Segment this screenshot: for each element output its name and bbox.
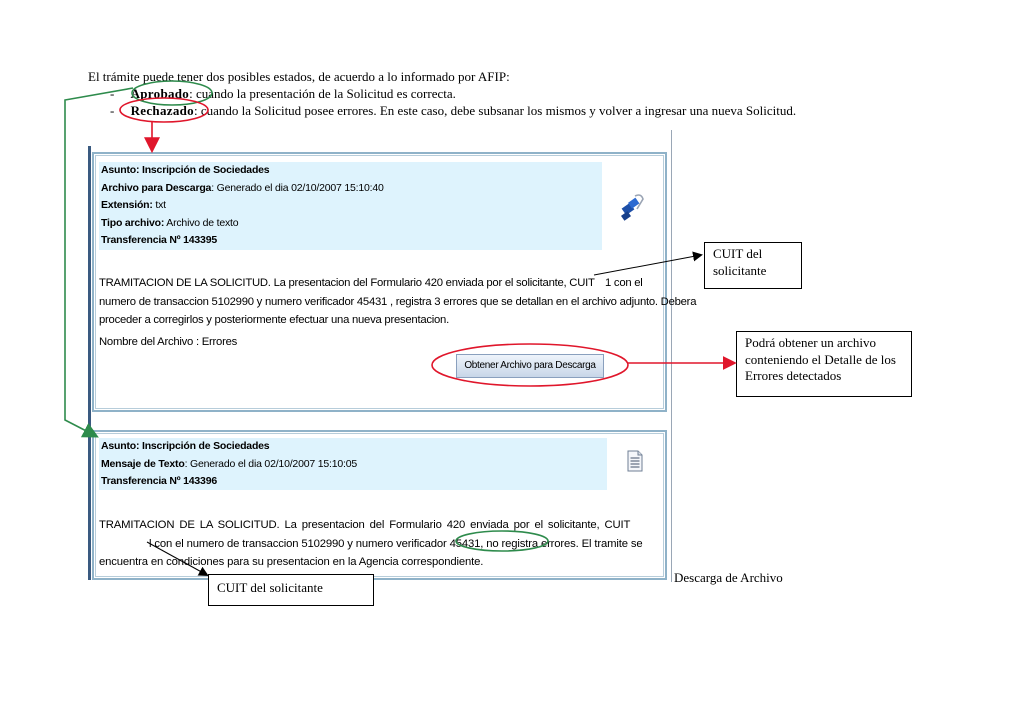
message-line: TRAMITACION DE LA SOLICITUD. La presentacion del Formulario 420 enviada por el solicitante, CUIT [99, 519, 631, 531]
no-errors-text: , no registra errores. [480, 537, 579, 550]
file-name-line: Nombre del Archivo : Errores [99, 335, 238, 348]
download-file-button[interactable]: Obtener Archivo para Descarga [456, 354, 604, 378]
cuit-arrow-2 [147, 542, 207, 575]
tipo-label: Tipo archivo: [101, 216, 165, 229]
figure-caption: Descarga de Archivo [674, 570, 783, 585]
asunto-value: Inscripción de Sociedades [141, 440, 270, 452]
transferencia-value: 143396 [183, 475, 217, 487]
status-aprobado: Aprobado [130, 86, 190, 101]
extension-value: txt [155, 199, 166, 211]
status-rechazado: Rechazado [130, 103, 194, 118]
no-errors-oval [456, 531, 548, 551]
mensaje-label: Mensaje de Texto [101, 457, 185, 470]
mensaje-value: : Generado el dia 02/10/2007 15:10:05 [184, 457, 357, 470]
bullet-dash: - [110, 103, 115, 118]
bullet-text: : cuando la Solicitud posee errores. En este caso, debe subsanar los mismos y volver a ingresar una nueva Solicitud. [193, 103, 797, 118]
message-line: encuentra en condiciones para su presentacion en la Agencia correspondiente. [99, 556, 484, 568]
transferencia-value: 143395 [183, 234, 217, 246]
callout-cuit-solicitante-2: CUIT del solicitante [208, 574, 374, 606]
message-line: TRAMITACION DE LA SOLICITUD. La presentacion del Formulario 420 enviada por el solicitante, CUIT [99, 277, 595, 289]
tipo-value: Archivo de texto [166, 216, 239, 229]
message-line: numero de transaccion 5102990 y numero verificador 45431 , registra 3 errores que se detallan en el archivo adjunto. Debera [99, 295, 697, 308]
asunto-label: Asunto: [101, 440, 140, 452]
archivo-label: Archivo para Descarga [101, 181, 212, 194]
bullet-text: : cuando la presentación de la Solicitud es correcta. [189, 86, 456, 101]
message-segment: El tramite se [578, 537, 643, 550]
callout-detalle-errores: Podrá obtener un archivo conteniendo el Detalle de los Errores detectados [736, 331, 912, 397]
message-line: proceder a corregirlos y posteriormente efectuar una nueva presentacion. [99, 314, 449, 326]
cuit-arrow-1 [594, 255, 701, 275]
bullet-dash: - [110, 86, 115, 101]
rechazado-oval [120, 98, 208, 122]
aprobado-oval [132, 81, 212, 105]
message-segment: l con el numero de transaccion 5102990 y numero verificador 45431 [149, 537, 481, 550]
callout-cuit-solicitante: CUIT del solicitante [704, 242, 802, 289]
asunto-label: Asunto: [101, 164, 140, 176]
transferencia-label: Transferencia Nº [101, 475, 181, 487]
extension-label: Extensión: [101, 199, 153, 211]
transferencia-label: Transferencia Nº [101, 234, 181, 246]
aprobado-arrow [65, 88, 133, 436]
intro-text: El trámite puede tener dos posibles estados, de acuerdo a lo informado por AFIP: [88, 69, 510, 84]
message-tail: 1 con el [605, 277, 643, 289]
asunto-value: Inscripción de Sociedades [141, 164, 270, 176]
archivo-value: : Generado el dia 02/10/2007 15:10:40 [211, 181, 384, 194]
download-oval [432, 344, 628, 386]
